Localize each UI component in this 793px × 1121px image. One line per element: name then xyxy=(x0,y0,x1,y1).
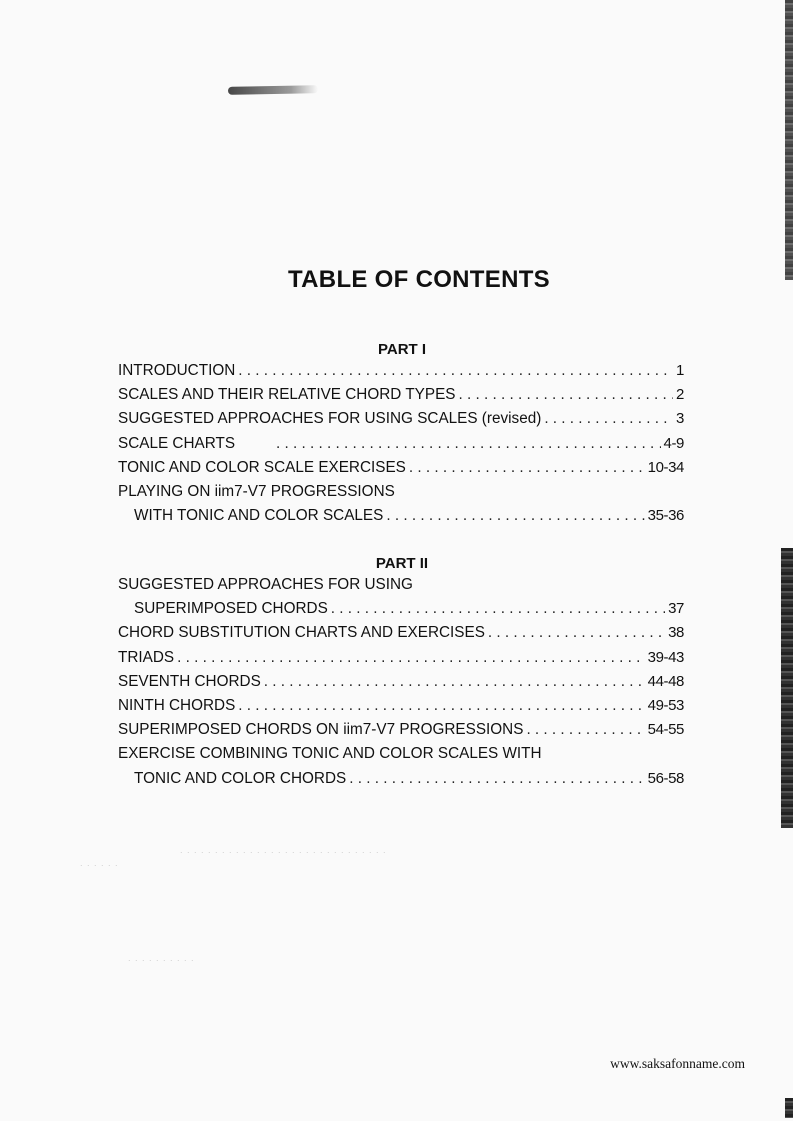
dot-leader xyxy=(331,600,665,618)
toc-entry xyxy=(118,721,684,745)
toc-entry-page: 1 xyxy=(676,362,684,379)
toc-entry-label: WITH TONIC AND COLOR SCALES xyxy=(134,507,384,525)
toc-entry xyxy=(118,624,684,648)
toc-entry-label: SUPERIMPOSED CHORDS ON iim7-V7 PROGRESSIONS xyxy=(118,721,524,739)
toc-entry-page: 39-43 xyxy=(647,648,684,666)
toc-entry-page: 35-36 xyxy=(647,507,684,525)
toc-entry-label: TONIC AND COLOR SCALE EXERCISES xyxy=(118,458,406,476)
dot-leader xyxy=(177,649,645,667)
scan-edge-mark-top xyxy=(785,0,793,280)
toc-entry-heading-line xyxy=(118,483,684,507)
toc-entry-label: INTRODUCTION xyxy=(118,362,236,379)
toc-entry-label: SCALE CHARTS xyxy=(118,434,236,452)
website-footer: www.saksafonname.com xyxy=(610,1056,745,1071)
dot-leader xyxy=(238,697,644,715)
toc-entry-page: 3 xyxy=(676,410,684,428)
toc-entry xyxy=(118,697,684,721)
part-2-heading: PART II xyxy=(375,555,429,572)
dot-leader xyxy=(238,362,673,380)
toc-entry xyxy=(118,362,684,386)
toc-entry xyxy=(118,507,684,531)
toc-entry-page: 37 xyxy=(668,600,684,618)
ink-smudge xyxy=(228,85,318,95)
bleed-through-text: . . . . . . . . . . . . . . . . . . . . . . . . . . . . . . xyxy=(180,845,387,855)
toc-entry-page: 56-58 xyxy=(647,769,684,787)
toc-entry-heading-line xyxy=(118,745,684,769)
toc-entry xyxy=(118,459,684,483)
bleed-through-text: . . . . . . xyxy=(80,858,119,868)
dot-leader xyxy=(488,624,665,642)
toc-entry-label: SCALES AND THEIR RELATIVE CHORD TYPES xyxy=(118,386,456,404)
scan-edge-mark-bottom xyxy=(785,1098,793,1118)
toc-entry-page: 49-53 xyxy=(647,696,684,714)
toc-entry-label: TONIC AND COLOR CHORDS xyxy=(134,769,347,787)
toc-entry-page: 54-55 xyxy=(647,721,684,739)
dot-leader xyxy=(386,507,644,525)
toc-entry xyxy=(118,600,684,624)
dot-leader xyxy=(264,673,645,691)
toc-entry xyxy=(118,410,684,434)
toc-entry-page: 2 xyxy=(676,386,684,404)
page-title: TABLE OF CONTENTS xyxy=(288,266,550,293)
dot-leader xyxy=(409,459,645,477)
dot-leader xyxy=(544,410,673,428)
part-2-toc-list xyxy=(118,576,684,794)
toc-entry xyxy=(118,673,684,697)
toc-entry-heading-line xyxy=(118,576,684,600)
dot-leader xyxy=(349,770,644,788)
toc-entry-label: SUPERIMPOSED CHORDS xyxy=(134,600,328,618)
bleed-through-text: . . . . . . . . . . xyxy=(128,953,195,963)
toc-entry-label: SEVENTH CHORDS xyxy=(118,672,261,690)
toc-entry-label: SUGGESTED APPROACHES FOR USING SCALES (revised) xyxy=(118,410,542,428)
toc-entry-label: SUGGESTED APPROACHES FOR USING xyxy=(118,576,413,593)
toc-entry-page: 4-9 xyxy=(663,434,684,452)
part-1-toc-list xyxy=(118,362,684,531)
scan-edge-mark-middle xyxy=(781,548,793,828)
dot-leader xyxy=(526,721,644,739)
toc-entry-page: 38 xyxy=(668,624,684,642)
toc-entry-label: NINTH CHORDS xyxy=(118,696,236,714)
dot-leader xyxy=(458,386,673,404)
toc-entry xyxy=(118,386,684,410)
toc-entry-page: 10-34 xyxy=(647,458,684,476)
toc-entry-label: CHORD SUBSTITUTION CHARTS AND EXERCISES xyxy=(118,624,485,642)
toc-entry-label: EXERCISE COMBINING TONIC AND COLOR SCALES WITH xyxy=(118,745,542,763)
toc-entry-label: PLAYING ON iim7-V7 PROGRESSIONS xyxy=(118,482,395,500)
toc-entry-label: TRIADS xyxy=(118,648,175,666)
toc-entry xyxy=(118,770,684,794)
toc-entry xyxy=(118,435,684,459)
part-1-heading: PART I xyxy=(377,341,427,358)
toc-entry xyxy=(118,649,684,673)
toc-entry-page: 44-48 xyxy=(647,672,684,690)
dot-leader xyxy=(276,435,660,453)
